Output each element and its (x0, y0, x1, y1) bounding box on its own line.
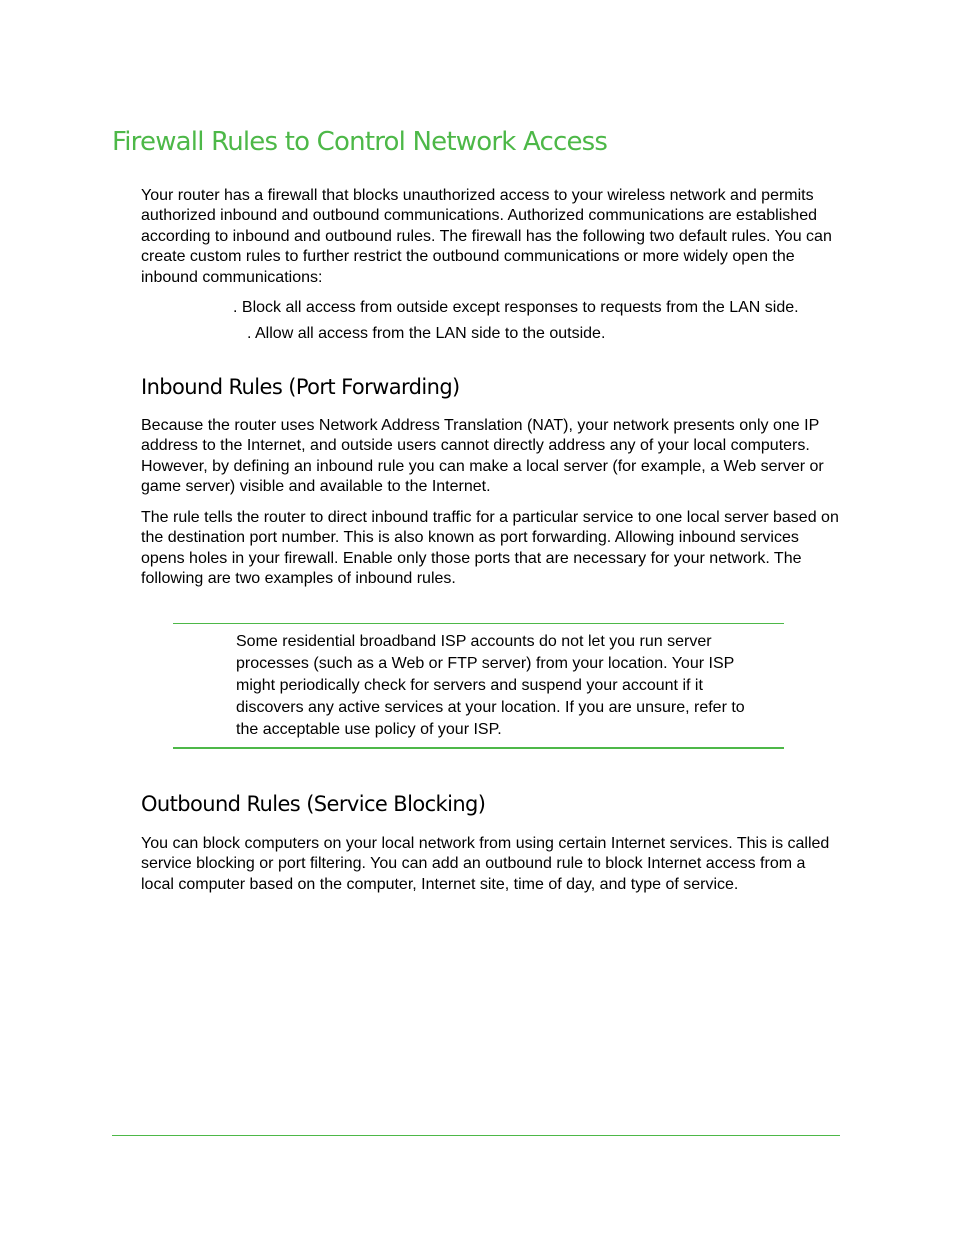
note-text: Some residential broadband ISP accounts do not let you run server processes (such as a Web or FTP server) from your location. Your ISP might periodically check for servers and suspend your account if it discovers any active services at your location. If you are unsure, refer to the acceptable use policy of your ISP. (236, 633, 745, 738)
note-bottom-divider (173, 747, 784, 749)
inbound-rules-heading: Inbound Rules (Port Forwarding) (141, 375, 460, 399)
note-top-divider (173, 623, 784, 624)
inbound-paragraph-port-forwarding: The rule tells the router to direct inbound traffic for a particular service to one local server based on the destination port number. This is also known as port forwarding. Allowing inbound services opens holes in your firewall. Enable only those ports that are necessary for your network. The following are two examples of inbound rules. (141, 509, 839, 588)
footer-divider (112, 1135, 840, 1136)
default-rule-block-outside: . Block all access from outside except responses to requests from the LAN side. (233, 299, 799, 316)
inbound-paragraph-nat: Because the router uses Network Address Translation (NAT), your network presents only one IP address to the Internet, and outside users cannot directly address any of your local computers. However, by defining an inbound rule you can make a local server (for example, a Web server or game server) visible and available to the Internet. (141, 417, 824, 496)
page-title: Firewall Rules to Control Network Access (112, 127, 608, 157)
intro-paragraph: Your router has a firewall that blocks unauthorized access to your wireless network and permits authorized inbound and outbound communications. Authorized communications are established according to inbound and outbound rules. The firewall has the following two default rules. You can create custom rules to further restrict the outbound communications or more widely open the inbound communications: (141, 187, 832, 286)
default-rule-allow-lan: . Allow all access from the LAN side to the outside. (247, 325, 606, 342)
outbound-rules-heading: Outbound Rules (Service Blocking) (141, 792, 486, 816)
outbound-paragraph: You can block computers on your local network from using certain Internet services. This is called service blocking or port filtering. You can add an outbound rule to block Internet access from a local computer based on the computer, Internet site, time of day, and type of service. (141, 835, 830, 893)
